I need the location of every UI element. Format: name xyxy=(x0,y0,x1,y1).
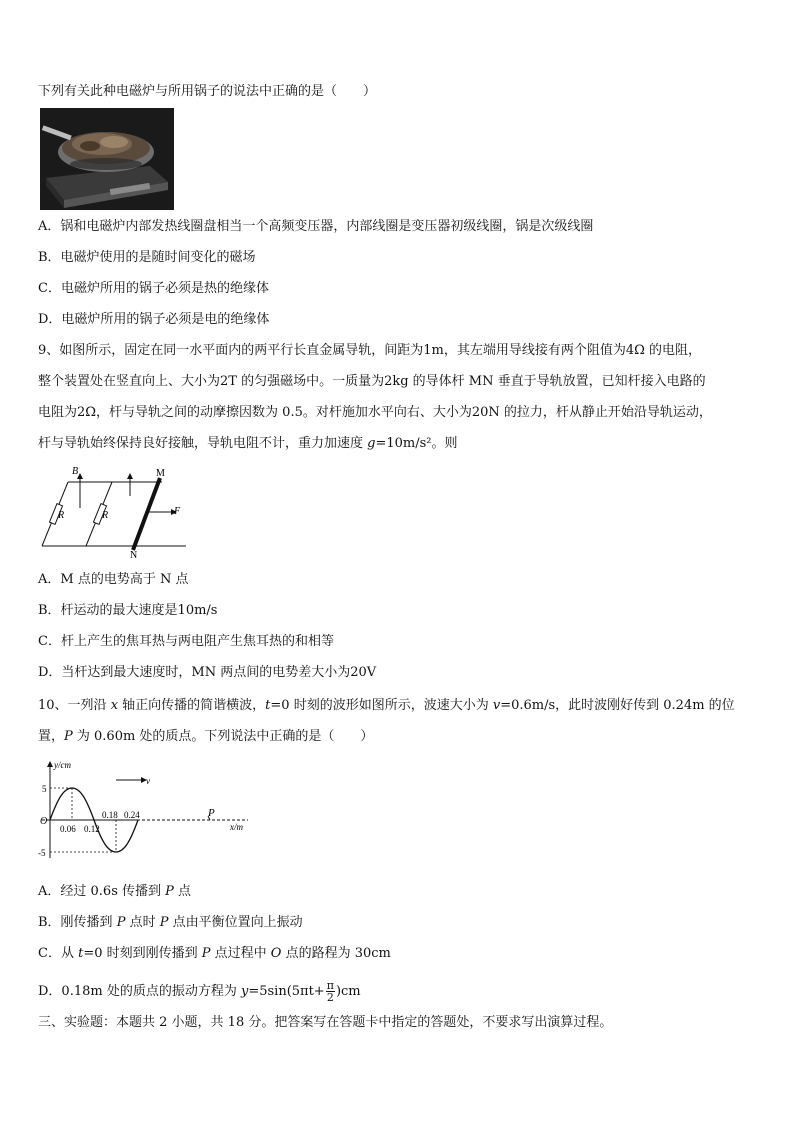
q10-option-c xyxy=(38,946,391,962)
q10-optD-c: )cm xyxy=(335,984,361,999)
q10-optB-p: P xyxy=(116,915,126,930)
q10-wave-graph xyxy=(38,758,252,862)
label-p: P xyxy=(208,807,215,819)
q9-rail-diagram xyxy=(38,462,186,560)
q10-optC-o: O xyxy=(270,946,282,961)
q10-optB-b: 点时 xyxy=(125,915,160,930)
q9-rail-svg xyxy=(38,462,186,560)
q9-stem-line4 xyxy=(38,436,458,452)
q8-option-d: D．电磁炉所用的锅子必须是电的绝缘体 xyxy=(38,312,270,327)
q10-optD-num: π xyxy=(326,979,334,992)
q10-optA-b: 点 xyxy=(173,884,192,899)
q10-optC-t: t xyxy=(78,946,84,961)
q10-wave-svg xyxy=(38,758,252,862)
label-xlabel: x/m xyxy=(230,822,243,832)
q9-stem-line3: 电阻为2Ω，杆与导轨之间的动摩擦因数为 0.5。对杆施加水平向右、大小为20N 的拉力，杆从静止开始沿导轨运动， xyxy=(38,405,712,420)
q10-l1-c: =0 时刻的波形如图所示，波速大小为 xyxy=(270,698,493,713)
q10-optA-p: P xyxy=(165,884,174,899)
q9-option-b: B．杆运动的最大速度是10m/s xyxy=(38,603,218,618)
label-x4: 0.24 xyxy=(124,810,140,820)
q8-option-b: B．电磁炉使用的是随时间变化的磁场 xyxy=(38,250,256,265)
q10-option-b xyxy=(38,915,303,931)
label-x3: 0.18 xyxy=(102,810,118,820)
q10-optD-b: =5sin(5πt+ xyxy=(248,984,325,999)
q10-option-d xyxy=(38,980,361,1004)
q10-option-a xyxy=(38,884,191,900)
q10-optC-b: =0 时刻到刚传播到 xyxy=(83,946,202,961)
q8-option-a: A．锅和电磁炉内部发热线圈盘相当一个高频变压器，内部线圈是变压器初级线圈，锅是次级线圈 xyxy=(38,219,594,234)
label-x2: 0.12 xyxy=(84,824,100,834)
label-r1: R xyxy=(58,510,65,521)
label-origin: O xyxy=(40,816,48,827)
induction-cooker-image xyxy=(40,108,174,210)
q10-optD-fraction xyxy=(326,980,335,1003)
label-ylabel: y/cm xyxy=(54,760,71,770)
q10-optB-c: 点由平衡位置向上振动 xyxy=(168,915,303,930)
label-f: F xyxy=(174,506,181,517)
q9-option-a: A．M 点的电势高于 N 点 xyxy=(38,572,189,587)
q10-optC-c: 点过程中 xyxy=(210,946,271,961)
label-v: v xyxy=(146,776,150,786)
q10-l1-x: x xyxy=(110,698,119,713)
q9-option-c: C．杆上产生的焦耳热与两电阻产生焦耳热的和相等 xyxy=(38,634,334,649)
q10-optB-a: B．刚传播到 xyxy=(38,915,117,930)
q9-stem-line1: 9、如图所示，固定在同一水平面内的两平行长直金属导轨，间距为1m，其左端用导线接有两个阻值为4Ω 的电阻， xyxy=(38,343,702,358)
q10-stem-line1 xyxy=(38,698,735,714)
q9-line4-post: =10m/s²。则 xyxy=(375,436,458,451)
q9-line4-pre: 杆与导轨始终保持良好接触，导轨电阻不计，重力加速度 xyxy=(38,436,368,451)
label-b: B xyxy=(72,466,79,477)
label-x1: 0.06 xyxy=(60,824,76,834)
q10-optA-a: A．经过 0.6s 传播到 xyxy=(38,884,166,899)
q9-option-d: D．当杆达到最大速度时，MN 两点间的电势差大小为20V xyxy=(38,665,377,680)
q10-stem-line2 xyxy=(38,729,373,745)
q10-l1-b: 轴正向传播的简谐横波， xyxy=(118,698,266,713)
q10-optB-p2: P xyxy=(159,915,169,930)
q10-optC-a: C．从 xyxy=(38,946,79,961)
q10-l1-d: =0.6m/s，此时波刚好传到 0.24m 的位 xyxy=(500,698,735,713)
q10-l1-t: t xyxy=(265,698,271,713)
q9-stem-line2: 整个装置处在竖直向上、大小为2T 的匀强磁场中。一质量为2kg 的导体杆 MN 垂直于导轨放置，已知杆接入电路的 xyxy=(38,374,706,389)
q10-optD-den: 2 xyxy=(326,991,334,1004)
q10-optC-p: P xyxy=(201,946,211,961)
q10-optD-a: D．0.18m 处的质点的振动方程为 xyxy=(38,984,241,999)
section3-heading: 三、实验题：本题共 2 小题，共 18 分。把答案写在答题卡中指定的答题处，不要求写出演算过程。 xyxy=(38,1015,613,1030)
q10-optD-y: y xyxy=(240,984,249,999)
label-n: N xyxy=(130,550,138,560)
q9-line4-g: g xyxy=(367,436,376,451)
q10-l2-p: P xyxy=(64,729,73,744)
label-m: M xyxy=(156,468,165,479)
q10-l1-v: v xyxy=(492,698,501,713)
q10-l1-a: 10、一列沿 xyxy=(38,698,111,713)
label-y-pos: 5 xyxy=(42,784,47,794)
q10-optC-d: 点的路程为 30cm xyxy=(281,946,391,961)
q10-l2-a: 置， xyxy=(38,729,65,744)
q10-l2-b: 为 0.60m 处的质点。下列说法中正确的是（ ） xyxy=(72,729,374,744)
label-r2: R xyxy=(102,510,109,521)
label-y-neg: -5 xyxy=(38,848,46,858)
induction-cooker-photo xyxy=(40,108,174,210)
q8-stem: 下列有关此种电磁炉与所用锅子的说法中正确的是（ ） xyxy=(38,84,377,99)
q8-option-c: C．电磁炉所用的锅子必须是热的绝缘体 xyxy=(38,281,269,296)
